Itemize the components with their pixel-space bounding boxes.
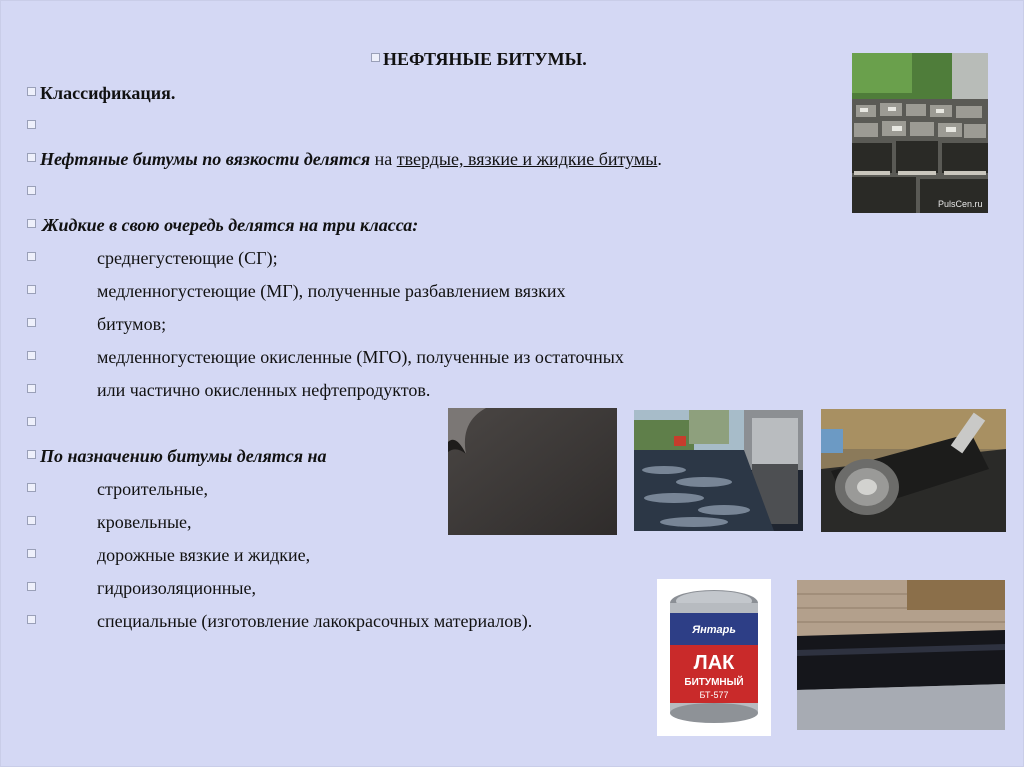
viscosity-plain-text: на: [374, 149, 393, 169]
p2-text: кровельные,: [97, 512, 192, 532]
p3-text: дорожные вязкие и жидкие,: [97, 545, 311, 565]
bullet-icon: [27, 450, 36, 459]
bullet-icon: [27, 120, 36, 129]
viscosity-end-text: .: [657, 149, 662, 169]
mgo1-text: медленногустеющие окисленные (МГО), полученные из остаточных: [97, 347, 624, 367]
mg1-text: медленногустеющие (МГ), полученные разбавлением вязких: [97, 281, 566, 301]
viscosity-underlined-text: твердые, вязкие и жидкие битумы: [396, 149, 658, 169]
can-label-main-text: ЛАК: [693, 652, 735, 674]
bullet-icon: [27, 318, 36, 327]
bitumen-sheet-photo: [448, 408, 617, 535]
bullet-icon: [27, 153, 36, 162]
lacquer-can-photo: [657, 579, 771, 736]
bullet-icon: [27, 582, 36, 591]
mg2-text: битумов;: [97, 314, 167, 334]
bullet-icon: [27, 516, 36, 525]
waterproofing-wall-photo: [797, 580, 1005, 730]
can-label-code-text: БТ-577: [699, 690, 729, 700]
can-brand-text: Янтарь: [692, 624, 736, 636]
bullet-icon: [371, 53, 380, 62]
bullet-icon: [27, 615, 36, 624]
bullet-icon: [27, 483, 36, 492]
liquid-header-text: Жидкие в свою очередь делятся на три класса:: [42, 215, 419, 235]
bullet-icon: [27, 285, 36, 294]
bullet-icon: [27, 87, 36, 96]
bullet-icon: [27, 186, 36, 195]
bullet-icon: [27, 549, 36, 558]
p4-text: гидроизоляционные,: [97, 578, 256, 598]
bullet-icon: [27, 219, 36, 228]
road-paving-photo: [634, 410, 803, 531]
p5-text: специальные (изготовление лакокрасочных материалов).: [97, 611, 533, 631]
bitumen-blocks-photo: [852, 53, 988, 213]
bullet-icon: [27, 351, 36, 360]
watermark-text: PulsCen.ru: [938, 199, 983, 209]
bullet-icon: [27, 252, 36, 261]
p1-text: строительные,: [97, 479, 208, 499]
sg-text: среднегустеющие (СГ);: [97, 248, 278, 268]
roofing-roll-photo: [821, 409, 1006, 532]
viscosity-italic-text: Нефтяные битумы по вязкости делятся: [40, 149, 371, 169]
mgo2-text: или частично окисленных нефтепродуктов.: [97, 380, 431, 400]
can-label-sub-text: БИТУМНЫЙ: [684, 677, 744, 688]
slide-title: НЕФТЯНЫЕ БИТУМЫ.: [383, 49, 587, 69]
purpose-header-text: По назначению битумы делятся на: [40, 446, 327, 466]
classification-text: Классификация.: [40, 83, 176, 103]
bullet-icon: [27, 417, 36, 426]
bullet-icon: [27, 384, 36, 393]
